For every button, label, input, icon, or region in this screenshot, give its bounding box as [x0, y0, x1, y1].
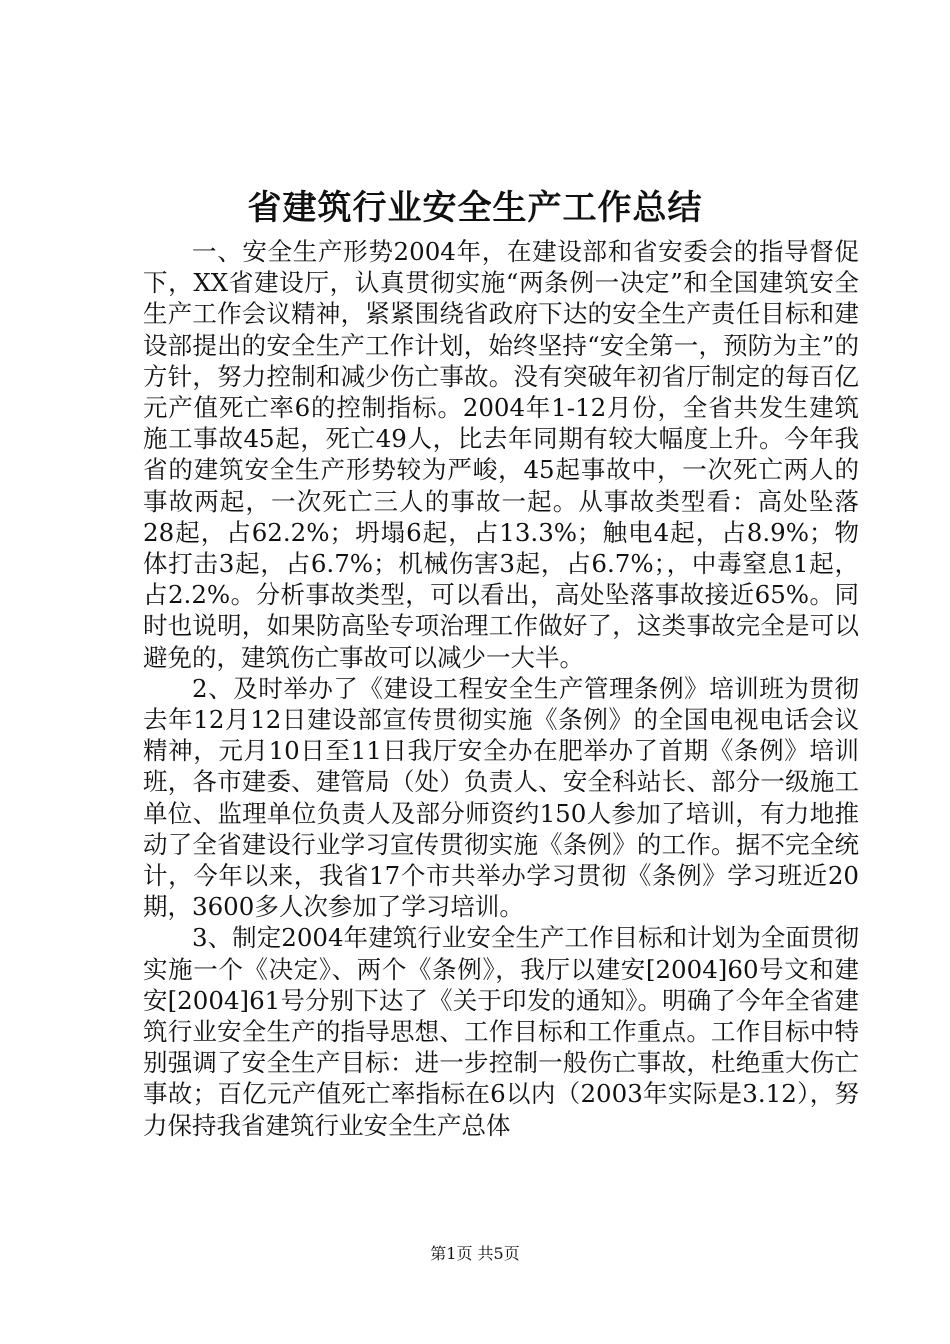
page-number-footer: 第1页 共5页 — [430, 1244, 520, 1263]
document-body — [143, 236, 859, 1141]
paragraph-training-class: 2、及时举办了《建设工程安全生产管理条例》培训班为贯彻去年12月12日建设部宣传贯彻实施《条例》的全国电视电话会议精神，元月10日至11日我厅安全办在肥举办了首期《条例》培训班，各市建委、建管局（处）负责人、安全科站长、部分一级施工单位、监理单位负责人及部分师资约150人参加了培训，有力地推动了全省建设行业学习宣传贯彻实施《条例》的工作。据不完全统计，今年以来，我省17个市共举办学习贯彻《条例》学习班近20期，3600多人次参加了学习培训。 — [143, 673, 859, 922]
paragraph-work-goals: 3、制定2004年建筑行业安全生产工作目标和计划为全面贯彻实施一个《决定》、两个《条例》，我厅以建安[2004]60号文和建安[2004]61号分别下达了《关于印发的通知》。明确了今年全省建筑行业安全生产的指导思想、工作目标和工作重点。工作目标中特别强调了安全生产目标：进一步控制一般伤亡事故，杜绝重大伤亡事故；百亿元产值死亡率指标在6以内（2003年实际是3.12），努力保持我省建筑行业安全生产总体 — [143, 923, 859, 1140]
paragraph-safety-situation: 一、安全生产形势2004年，在建设部和省安委会的指导督促下，XX省建设厅，认真贯彻实施“两条例一决定”和全国建筑安全生产工作会议精神，紧紧围绕省政府下达的安全生产责任目标和建设部提出的安全生产工作计划，始终坚持“安全第一，预防为主”的方针，努力控制和减少伤亡事故。没有突破年初省厅制定的每百亿元产值死亡率6的控制指标。2004年1-12月份，全省共发生建筑施工事故45起，死亡49人，比去年同期有较大幅度上升。今年我省的建筑安全生产形势较为严峻，45起事故中，一次死亡两人的事故两起，一次死亡三人的事故一起。从事故类型看：高处坠落28起，占62.2%；坍塌6起，占13.3%；触电4起，占8.9%；物体打击3起，占6.7%；机械伤害3起，占6.7%；，中毒窒息1起，占2.2%。分析事故类型，可以看出，高处坠落事故接近65%。同时也说明，如果防高坠专项治理工作做好了，这类事故完全是可以避免的，建筑伤亡事故可以减少一大半。 — [143, 237, 859, 672]
document-title: 省建筑行业安全生产工作总结 — [247, 188, 703, 228]
